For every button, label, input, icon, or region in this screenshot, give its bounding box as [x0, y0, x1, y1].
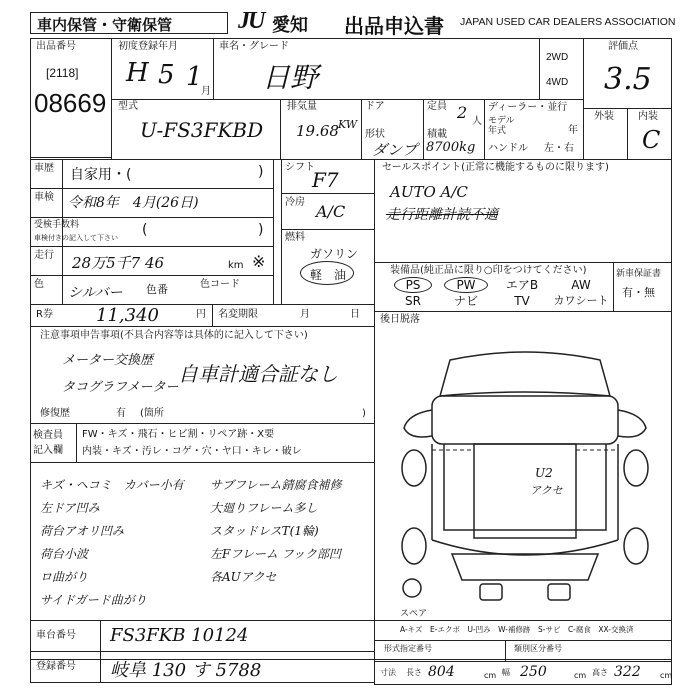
notes-line-2: タコグラフメーター	[62, 380, 179, 395]
receipt-note: 車検付きの記入して下さい	[34, 234, 118, 242]
comment: 大廻りフレーム多し	[210, 501, 318, 515]
interior-grade: C	[642, 126, 661, 154]
plate-label: 登録番号	[36, 661, 76, 672]
bed-label-2: アクセ	[530, 484, 563, 497]
length-value: 804	[428, 664, 455, 680]
load-value: 8700kg	[426, 140, 476, 155]
color-code-label: 色コード	[200, 279, 240, 290]
change-month: 月	[300, 309, 310, 320]
change-day: 日	[350, 309, 360, 320]
height-unit: cm	[660, 671, 673, 680]
warranty-options: 有・無	[622, 286, 655, 299]
comment: サイドガード曲がり	[40, 593, 147, 607]
displacement-value: 19.68	[296, 122, 339, 140]
shift-row-line	[281, 193, 375, 194]
fuel-label: 燃料	[285, 232, 305, 243]
length-unit: cm	[484, 671, 497, 680]
grade-score: 3.5	[604, 62, 652, 97]
shift-label: シフト	[285, 162, 315, 173]
inspector-comments-right	[210, 476, 342, 591]
diagram-label: 後日脱落	[380, 314, 420, 325]
capacity-value: 2	[457, 103, 468, 122]
lot-number-label: 出品番号	[36, 41, 76, 52]
grade-label: 評価点	[608, 41, 638, 52]
sales-line-2: 走行距離計読不適	[386, 207, 498, 223]
drive-cell	[539, 38, 584, 100]
usage-label: 車歴	[34, 163, 54, 174]
equip-pw: PW	[444, 277, 488, 293]
notes-stamp: 自車計適合証なし	[178, 362, 338, 386]
plate-divider	[100, 651, 101, 683]
load-label: 積載	[427, 129, 447, 140]
windshield-outline	[440, 352, 610, 396]
notes-line-1: メーター交換歴	[62, 353, 154, 368]
repair-value: 有	[116, 408, 126, 419]
color-label: 色	[34, 279, 44, 290]
inspector-label: 検査員 記入欄	[33, 430, 63, 456]
equip-leather: カワシート	[553, 294, 609, 307]
equip-tv: TV	[514, 294, 530, 308]
shift-value: F7	[312, 168, 339, 192]
history-row-line	[30, 275, 274, 276]
equipment-label: 装備品(純正品に限り○印をつけてください)	[390, 265, 587, 276]
dealer-label: ディーラー・並行	[488, 102, 568, 113]
usage-value: 自家用・(	[70, 167, 132, 183]
width-label: 幅	[502, 668, 510, 677]
handle-label: ハンドル	[488, 143, 528, 154]
inspector-row-2: 内装・キズ・汚レ・コゲ・穴・ヤ口・キレ・破レ	[82, 446, 302, 457]
equip-sr: SR	[405, 294, 421, 308]
comment: スタッドレスT(1輪)	[210, 524, 319, 538]
shift-row-line	[281, 229, 375, 230]
history-row-line	[30, 188, 274, 189]
width-value: 250	[520, 664, 547, 680]
color-value: シルバー	[68, 285, 123, 301]
model-year-label: モデル 年式	[488, 116, 515, 136]
plate-number: 岐阜 130 す 5788	[110, 660, 262, 681]
category-number-label: 類別区分番号	[514, 644, 562, 653]
shape-label: 形状	[365, 129, 385, 140]
model-year-unit: 年	[568, 125, 578, 136]
registration-era: H	[126, 58, 149, 88]
sales-line-1: AUTO A/C	[390, 183, 468, 201]
notes-label: 注意事項申告事項(不具合内容等は具体的に記入して下さい)	[40, 330, 308, 341]
registration-label: 初度登録年月	[118, 41, 178, 52]
sales-label: セールスポイント(正常に機能するものに限ります)	[382, 162, 609, 173]
receipt-close: )	[258, 222, 264, 238]
damage-legend: A-キズ E-エクボ U-凹み W-補修跡 S-サビ C-腐食 XX-交換済	[400, 625, 634, 634]
registration-year: 5	[158, 60, 175, 90]
displacement-unit: KW	[338, 118, 358, 131]
receipt-label: 受検手数料	[34, 220, 80, 230]
storage-label-box	[30, 12, 228, 34]
ju-logo: JU	[238, 8, 264, 34]
comment: ロ曲がり	[40, 570, 89, 584]
bed-label-1: U2	[535, 466, 553, 480]
height-label: 高さ	[592, 668, 608, 677]
receipt-open: (	[142, 222, 148, 238]
width-unit: cm	[574, 671, 587, 680]
height-value: 322	[614, 664, 641, 680]
comment: サブフレーム錆腐食補修	[210, 478, 342, 492]
recycle-unit: 円	[196, 309, 206, 320]
change-label: 名変期限	[218, 309, 258, 320]
inspector-comments-left	[40, 476, 184, 614]
model-label: 型式	[118, 101, 138, 112]
fuel-diesel: 軽 油	[310, 268, 347, 282]
repair-close: )	[362, 408, 366, 419]
mileage-value: 28万5千7 46	[72, 254, 165, 272]
registration-month: 1	[186, 62, 203, 92]
comment: 荷台小波	[40, 547, 89, 561]
capacity-label: 定員	[427, 101, 447, 112]
repair-place: (箇所	[140, 408, 164, 419]
door-label: ドア	[365, 101, 385, 112]
equip-navi: ナビ	[453, 294, 478, 308]
mileage-label: 走行	[34, 250, 54, 261]
association-name: JAPAN USED CAR DEALERS ASSOCIATION	[460, 16, 676, 28]
ac-label: 冷房	[285, 197, 305, 208]
displacement-label: 排気量	[287, 101, 317, 112]
shape-value: ダンプ	[372, 141, 418, 159]
inspection-date: 令和8年 4月(26日)	[68, 195, 199, 211]
ac-value: A/C	[316, 202, 346, 221]
exterior-label: 外装	[594, 111, 614, 122]
registration-month-unit: 月	[201, 86, 211, 97]
mileage-unit: km	[228, 260, 244, 271]
equipment-grid	[388, 277, 612, 309]
recycle-label: R券	[36, 309, 53, 320]
comment: キズ・ヘコミ カバー小有	[40, 478, 184, 492]
frame-number: FS3FKB 10124	[110, 625, 249, 646]
history-row-line	[30, 217, 274, 218]
length-label: 長さ	[406, 668, 422, 677]
comment: 荷台アオリ凹み	[40, 524, 124, 538]
frame-number-label: 車台番号	[36, 630, 76, 641]
equip-airbag: エアB	[505, 278, 539, 292]
recycle-amount: 11,340	[96, 305, 159, 326]
truck-diagram	[392, 340, 658, 610]
history-label-col	[62, 159, 63, 305]
capacity-unit: 人	[472, 116, 482, 127]
inspector-header-line	[30, 462, 375, 463]
org-name: 愛知	[272, 15, 308, 36]
color-paint: 色番	[146, 283, 168, 296]
history-row-line	[30, 246, 274, 247]
fuel-gasoline: ガソリン	[310, 247, 359, 261]
equip-ps: PS	[394, 277, 432, 293]
inspection-label: 車検	[34, 192, 54, 203]
comment: 左Fフレーム フック部凹	[210, 547, 341, 561]
warranty-label: 新車保証書	[616, 269, 662, 279]
inspector-label-col	[76, 423, 77, 462]
document-title: 出品申込書	[344, 14, 444, 38]
inspector-row-1: FW・キズ・飛石・ヒビ割・リペア跡・X要	[82, 429, 275, 440]
recycle-divider	[212, 304, 213, 327]
storage-label: 車内保管・守衛保管	[37, 16, 173, 34]
dimensions-label: 寸法	[380, 668, 396, 677]
vehicle-name: 日野	[262, 61, 319, 94]
format-number-label: 形式指定番号	[384, 644, 432, 653]
comment: 各AUアクセ	[210, 570, 277, 584]
interior-label: 内装	[638, 111, 658, 122]
drive-2wd: 2WD	[546, 52, 569, 63]
repair-label: 修復歴	[40, 408, 70, 419]
grade-split	[627, 108, 628, 160]
drive-4wd: 4WD	[546, 77, 569, 88]
vehicle-name-label: 車名・グレード	[219, 41, 289, 52]
usage-close: )	[258, 164, 264, 180]
spare-label: スペア	[400, 609, 428, 619]
equip-aw: AW	[571, 278, 591, 292]
handle-options: 左・右	[544, 143, 574, 154]
comment: 左ドア凹み	[40, 501, 100, 515]
frame-divider	[100, 620, 101, 652]
mileage-mark: ※	[252, 252, 266, 271]
lot-sub-code: [2118]	[46, 66, 79, 80]
lot-number: 08669	[34, 88, 107, 118]
model-code: U-FS3FKBD	[140, 118, 264, 142]
fuel-selected-circle	[300, 261, 354, 285]
